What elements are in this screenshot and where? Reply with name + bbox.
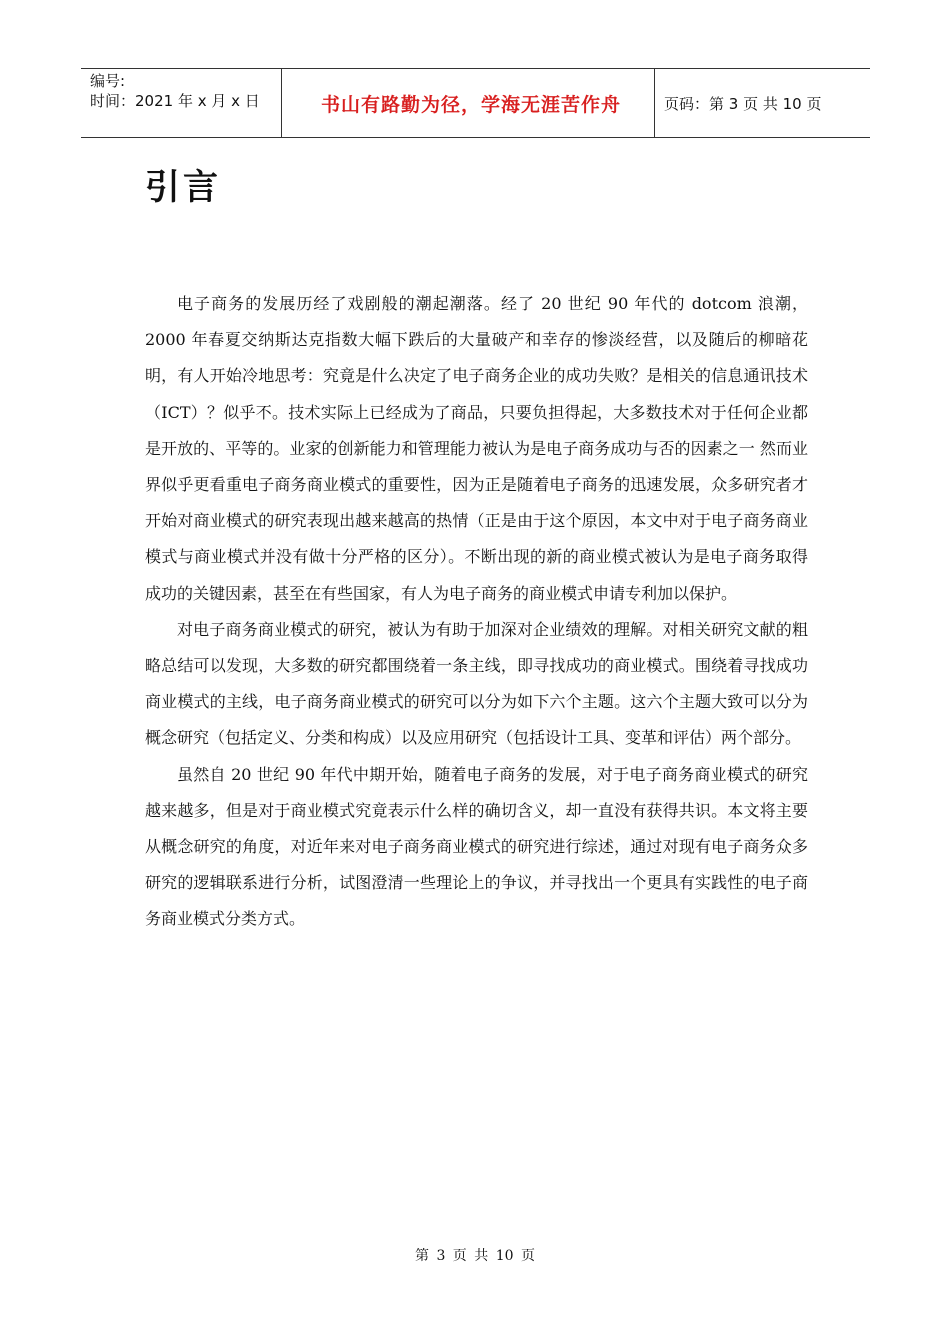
document-date: 时间：2021 年 x 月 x 日 bbox=[90, 92, 260, 110]
document-number-label: 编号: bbox=[90, 72, 126, 90]
header-meta bbox=[81, 69, 281, 137]
page-header bbox=[81, 68, 870, 138]
paragraph-1: 电子商务的发展历经了戏剧般的潮起潮落。经了 20 世纪 90 年代的 dotcom 浪潮，2000 年春夏交纳斯达克指数大幅下跌后的大量破产和幸存的惨淡经营，以及随后的柳暗花明，有人开始冷地思考：究竟是什么决定了电子商务企业的成功失败？是相关的信息通讯技术（ICT）？似乎不。技术实际上已经成为了商品，只要负担得起，大多数技术对于任何企业都是开放的、平等的。业家的创新能力和管理能力被认为是电子商务成功与否的因素之一 然而业界似乎更看重电子商务商业模式的重要性，因为正是随着电子商务的迅速发展，众多研究者才开始对商业模式的研究表现出越来越高的热情（正是由于这个原因，本文中对于电子商务商业模式与商业模式并没有做十分严格的区分）。不断出现的新的商业模式被认为是电子商务取得成功的关键因素，甚至在有些国家，有人为电子商务的商业模式申请专利加以保护。 bbox=[145, 294, 808, 603]
paragraph-3: 虽然自 20 世纪 90 年代中期开始，随着电子商务的发展，对于电子商务商业模式的研究越来越多，但是对于商业模式究竟表示什么样的确切含义，却一直没有获得共识。本文将主要从概念研究的角度，对近年来对电子商务商业模式的研究进行综述，通过对现有电子商务众多研究的逻辑联系进行分析，试图澄清一些理论上的争议，并寻找出一个更具有实践性的电子商务商业模式分类方式。 bbox=[145, 764, 808, 929]
page-title: 引言 bbox=[145, 168, 222, 208]
document-body bbox=[145, 286, 808, 938]
paragraph-2: 对电子商务商业模式的研究，被认为有助于加深对企业绩效的理解。对相关研究文献的粗略总结可以发现，大多数的研究都围绕着一条主线，即寻找成功的商业模式。围绕着寻找成功商业模式的主线，电子商务商业模式的研究可以分为如下六个主题。这六个主题大致可以分为概念研究（包括定义、分类和构成）以及应用研究（包括设计工具、变革和评估）两个部分。 bbox=[145, 619, 808, 748]
header-motto: 书山有路勤为径，学海无涯苦作舟 bbox=[320, 93, 621, 116]
page-footer: 第 3 页 共 10 页 bbox=[415, 1248, 535, 1264]
header-motto-cell bbox=[281, 69, 655, 137]
header-page-code: 页码：第 3 页 共 10 页 bbox=[664, 94, 822, 113]
header-page-cell bbox=[655, 69, 870, 137]
